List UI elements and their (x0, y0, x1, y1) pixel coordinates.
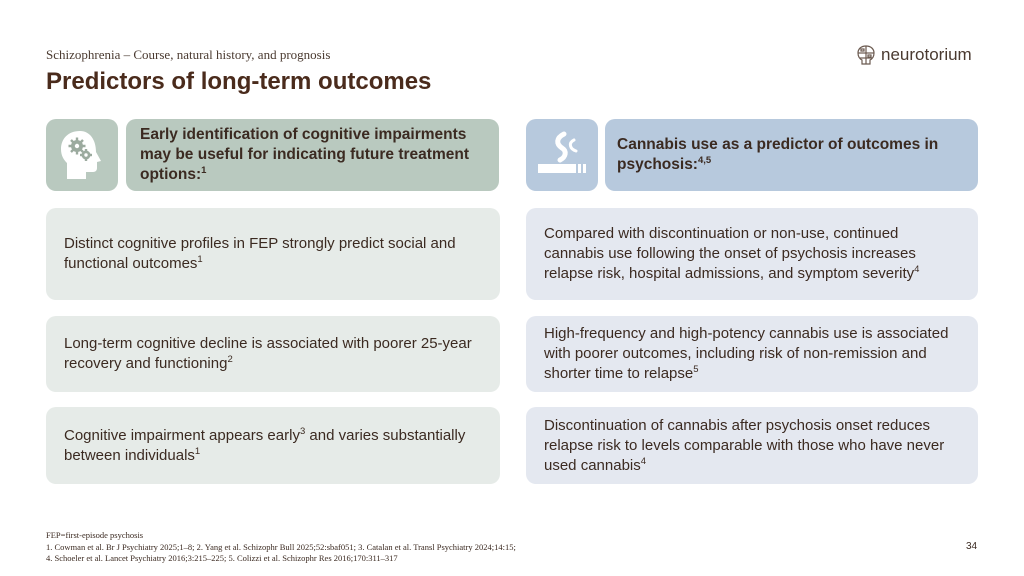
footnote-references-2: 4. Schoeler et al. Lancet Psychiatry 2016;3:215–225; 5. Colizzi et al. Schizophr Res 2016;170:311–317 (46, 553, 398, 563)
right-card-1 (526, 208, 978, 300)
cigarette-smoke-icon (534, 130, 590, 180)
card-ref: 4 (914, 264, 920, 275)
logo-text: neurotorium (881, 45, 972, 64)
right-header-text: Cannabis use as a predictor of outcomes in psychosis: (617, 136, 939, 173)
card-text: and varies substantially between individuals (64, 426, 466, 464)
card-text: Long-term cognitive decline is associated with poorer 25-year recovery and functioning (64, 335, 472, 372)
logo (856, 44, 972, 66)
footnotes (46, 530, 516, 565)
head-gears-icon (56, 127, 108, 183)
slide-title: Predictors of long-term outcomes (46, 68, 432, 95)
card-text: Cognitive impairment appears early (64, 426, 300, 444)
card-ref: 5 (693, 364, 699, 375)
left-header-text: Early identification of cognitive impairments may be useful for indicating future treatment options: (140, 126, 469, 183)
slide-subtitle: Schizophrenia – Course, natural history, and prognosis (46, 47, 331, 62)
footnote-references-1: 1. Cowman et al. Br J Psychiatry 2025;1–8; 2. Yang et al. Schizophr Bull 2025;52:sbaf051; 3. Catalan et al. Transl Psychiatry 2024;14:15; (46, 541, 516, 552)
right-card-3 (526, 407, 978, 484)
left-card-1 (46, 208, 500, 300)
card-text: Compared with discontinuation or non-use, continued cannabis use following the onset of psychosis increases relapse risk, hospital admissions, and symptom severity (544, 225, 916, 282)
right-card-2 (526, 316, 978, 392)
page-number: 34 (966, 541, 978, 552)
card-text: Distinct cognitive profiles in FEP strongly predict social and functional outcomes (64, 235, 456, 272)
card-text: Discontinuation of cannabis after psychosis onset reduces relapse risk to levels comparable with those who have never used cannabis (544, 416, 945, 474)
card-ref: 2 (227, 354, 233, 365)
card-ref: 1 (197, 254, 203, 265)
card-ref: 3 (299, 425, 306, 437)
card-ref: 4 (640, 455, 647, 467)
right-header (605, 119, 978, 191)
left-header-ref: 1 (201, 164, 207, 176)
left-icon-box (46, 119, 118, 191)
card-text: High-frequency and high-potency cannabis use is associated with poorer outcomes, including risk of non-remission and shorter time to relapse (544, 325, 949, 382)
card-ref: 1 (194, 445, 201, 457)
left-header (126, 119, 499, 191)
brain-grid-logo-icon (856, 44, 876, 66)
left-card-2 (46, 316, 500, 392)
right-header-ref: 4,5 (697, 154, 712, 166)
left-card-3 (46, 407, 500, 484)
right-icon-box (526, 119, 598, 191)
footnote-abbreviation: FEP=first-episode psychosis (46, 530, 144, 540)
